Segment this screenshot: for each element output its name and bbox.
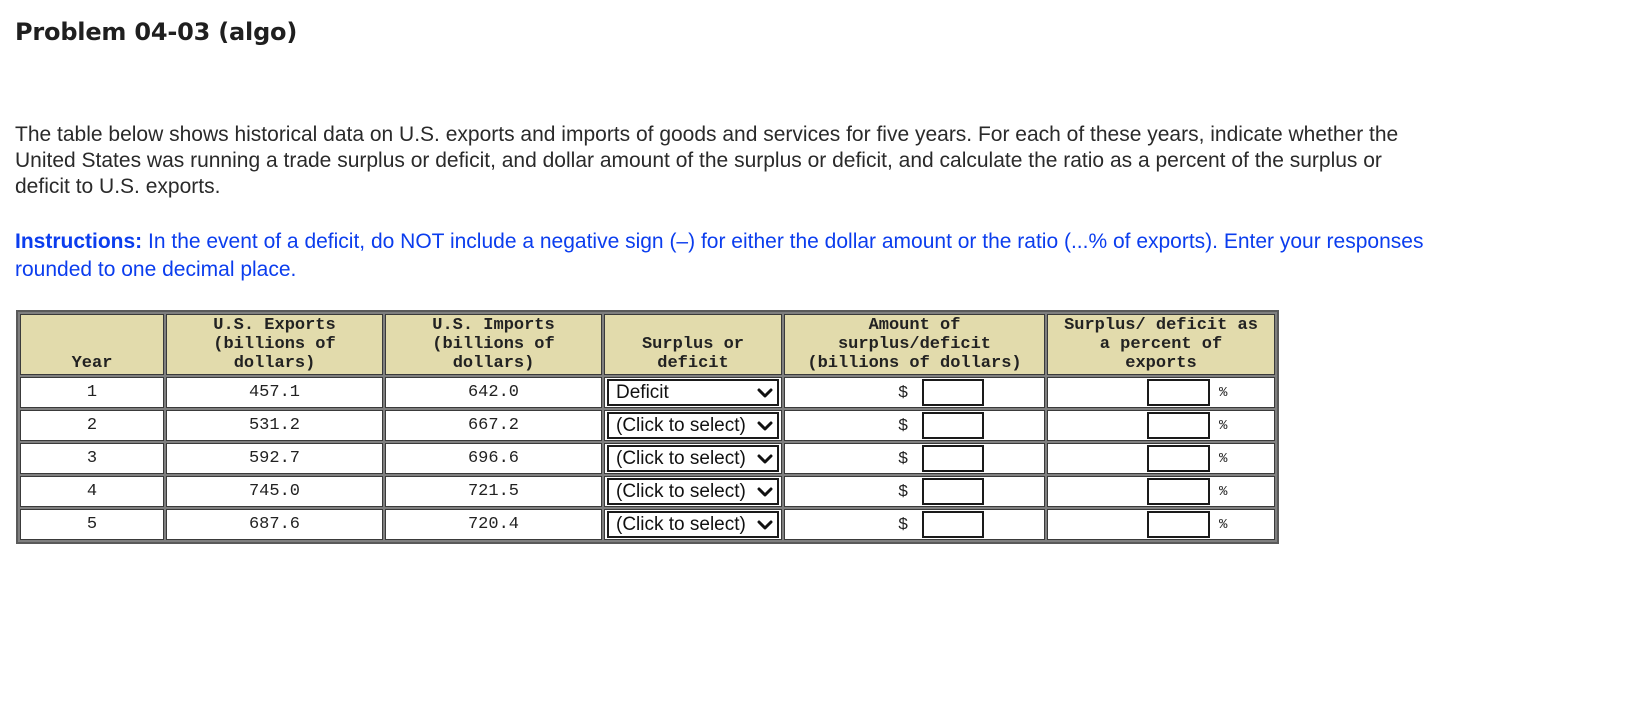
header-exports-line-2: (billions of (213, 335, 336, 354)
cell-exports: 687.6 (166, 509, 383, 540)
dropdown-value: (Click to select) (616, 414, 746, 436)
table-row (20, 509, 1275, 540)
cell-surplus-select (604, 476, 782, 507)
dollar-sign: $ (898, 450, 909, 469)
cell-exports: 592.7 (166, 443, 383, 474)
cell-amount (784, 410, 1045, 441)
table-row (20, 476, 1275, 507)
chevron-down-icon (757, 452, 773, 466)
cell-surplus-select (604, 410, 782, 441)
dollar-sign: $ (898, 417, 909, 436)
header-imports (385, 314, 602, 375)
trade-table-container (16, 310, 1279, 544)
table-row (20, 377, 1275, 408)
header-exports (166, 314, 383, 375)
cell-surplus-select (604, 443, 782, 474)
table-header-row (20, 314, 1275, 375)
header-surplus-line-2: deficit (657, 354, 729, 373)
cell-year: 1 (20, 377, 164, 408)
percent-sign: % (1219, 484, 1228, 500)
cell-percent (1047, 509, 1275, 540)
header-exports-line-1: U.S. Exports (213, 316, 336, 335)
amount-input[interactable] (922, 478, 984, 505)
percent-sign: % (1219, 517, 1228, 533)
header-surplus-line-1: Surplus or (641, 335, 745, 354)
instructions-text: In the event of a deficit, do NOT include a negative sign (–) for either the dollar amount or the ratio (...% of exports). Enter your responses rounded to one decimal place. (15, 230, 1424, 281)
cell-year: 4 (20, 476, 164, 507)
cell-year: 2 (20, 410, 164, 441)
problem-intro: The table below shows historical data on U.S. exports and imports of goods and services for five years. For each of these years, indicate whether the United States was running a trade surplus or deficit, and dollar amount of the surplus or deficit, and calculate the ratio as a percent of the surplus or deficit to U.S. exports. (15, 123, 1399, 198)
chevron-down-icon (757, 485, 773, 499)
header-percent (1047, 314, 1275, 375)
trade-table (16, 310, 1279, 544)
percent-sign: % (1219, 385, 1228, 401)
table-row (20, 410, 1275, 441)
dollar-sign: $ (898, 516, 909, 535)
percent-input[interactable] (1147, 412, 1210, 439)
problem-title: Problem 04-03 (algo) (15, 18, 298, 46)
header-amount-line-1: Amount of (868, 316, 961, 335)
header-percent-line-2: a percent of (1099, 335, 1223, 354)
dropdown-value: (Click to select) (616, 513, 746, 535)
cell-year: 3 (20, 443, 164, 474)
surplus-deficit-dropdown[interactable] (607, 379, 779, 406)
percent-input[interactable] (1147, 379, 1210, 406)
amount-input[interactable] (922, 412, 984, 439)
instructions (15, 228, 1435, 284)
header-amount-line-2: surplus/deficit (837, 335, 992, 354)
chevron-down-icon (757, 386, 773, 400)
header-surplus-or-deficit (604, 314, 782, 375)
cell-imports: 720.4 (385, 509, 602, 540)
cell-amount (784, 509, 1045, 540)
amount-input[interactable] (922, 445, 984, 472)
instructions-lead: Instructions: (15, 230, 143, 253)
header-imports-line-3: dollars) (452, 354, 535, 373)
header-exports-line-3: dollars) (233, 354, 316, 373)
table-row (20, 443, 1275, 474)
header-percent-line-1: Surplus/ deficit as (1064, 316, 1258, 335)
percent-input[interactable] (1147, 445, 1210, 472)
cell-imports: 721.5 (385, 476, 602, 507)
cell-percent (1047, 476, 1275, 507)
header-year: Year (20, 314, 164, 375)
cell-amount (784, 443, 1045, 474)
percent-input[interactable] (1147, 478, 1210, 505)
chevron-down-icon (757, 518, 773, 532)
header-percent-line-3: exports (1125, 354, 1197, 373)
header-imports-line-2: (billions of (432, 335, 555, 354)
cell-amount (784, 476, 1045, 507)
chevron-down-icon (757, 419, 773, 433)
dropdown-value: Deficit (616, 381, 669, 403)
percent-sign: % (1219, 418, 1228, 434)
dollar-sign: $ (898, 384, 909, 403)
surplus-deficit-dropdown[interactable] (607, 511, 779, 538)
header-amount (784, 314, 1045, 375)
percent-sign: % (1219, 451, 1228, 467)
cell-year: 5 (20, 509, 164, 540)
dropdown-value: (Click to select) (616, 480, 746, 502)
amount-input[interactable] (922, 379, 984, 406)
cell-percent (1047, 443, 1275, 474)
cell-imports: 667.2 (385, 410, 602, 441)
cell-exports: 745.0 (166, 476, 383, 507)
surplus-deficit-dropdown[interactable] (607, 445, 779, 472)
table-body (20, 377, 1275, 540)
cell-percent (1047, 410, 1275, 441)
cell-exports: 531.2 (166, 410, 383, 441)
header-imports-line-1: U.S. Imports (432, 316, 555, 335)
header-amount-line-3: (billions of dollars) (807, 354, 1022, 373)
cell-surplus-select (604, 509, 782, 540)
surplus-deficit-dropdown[interactable] (607, 412, 779, 439)
cell-percent (1047, 377, 1275, 408)
dropdown-value: (Click to select) (616, 447, 746, 469)
dollar-sign: $ (898, 483, 909, 502)
cell-exports: 457.1 (166, 377, 383, 408)
cell-imports: 696.6 (385, 443, 602, 474)
cell-imports: 642.0 (385, 377, 602, 408)
cell-surplus-select (604, 377, 782, 408)
surplus-deficit-dropdown[interactable] (607, 478, 779, 505)
amount-input[interactable] (922, 511, 984, 538)
percent-input[interactable] (1147, 511, 1210, 538)
cell-amount (784, 377, 1045, 408)
